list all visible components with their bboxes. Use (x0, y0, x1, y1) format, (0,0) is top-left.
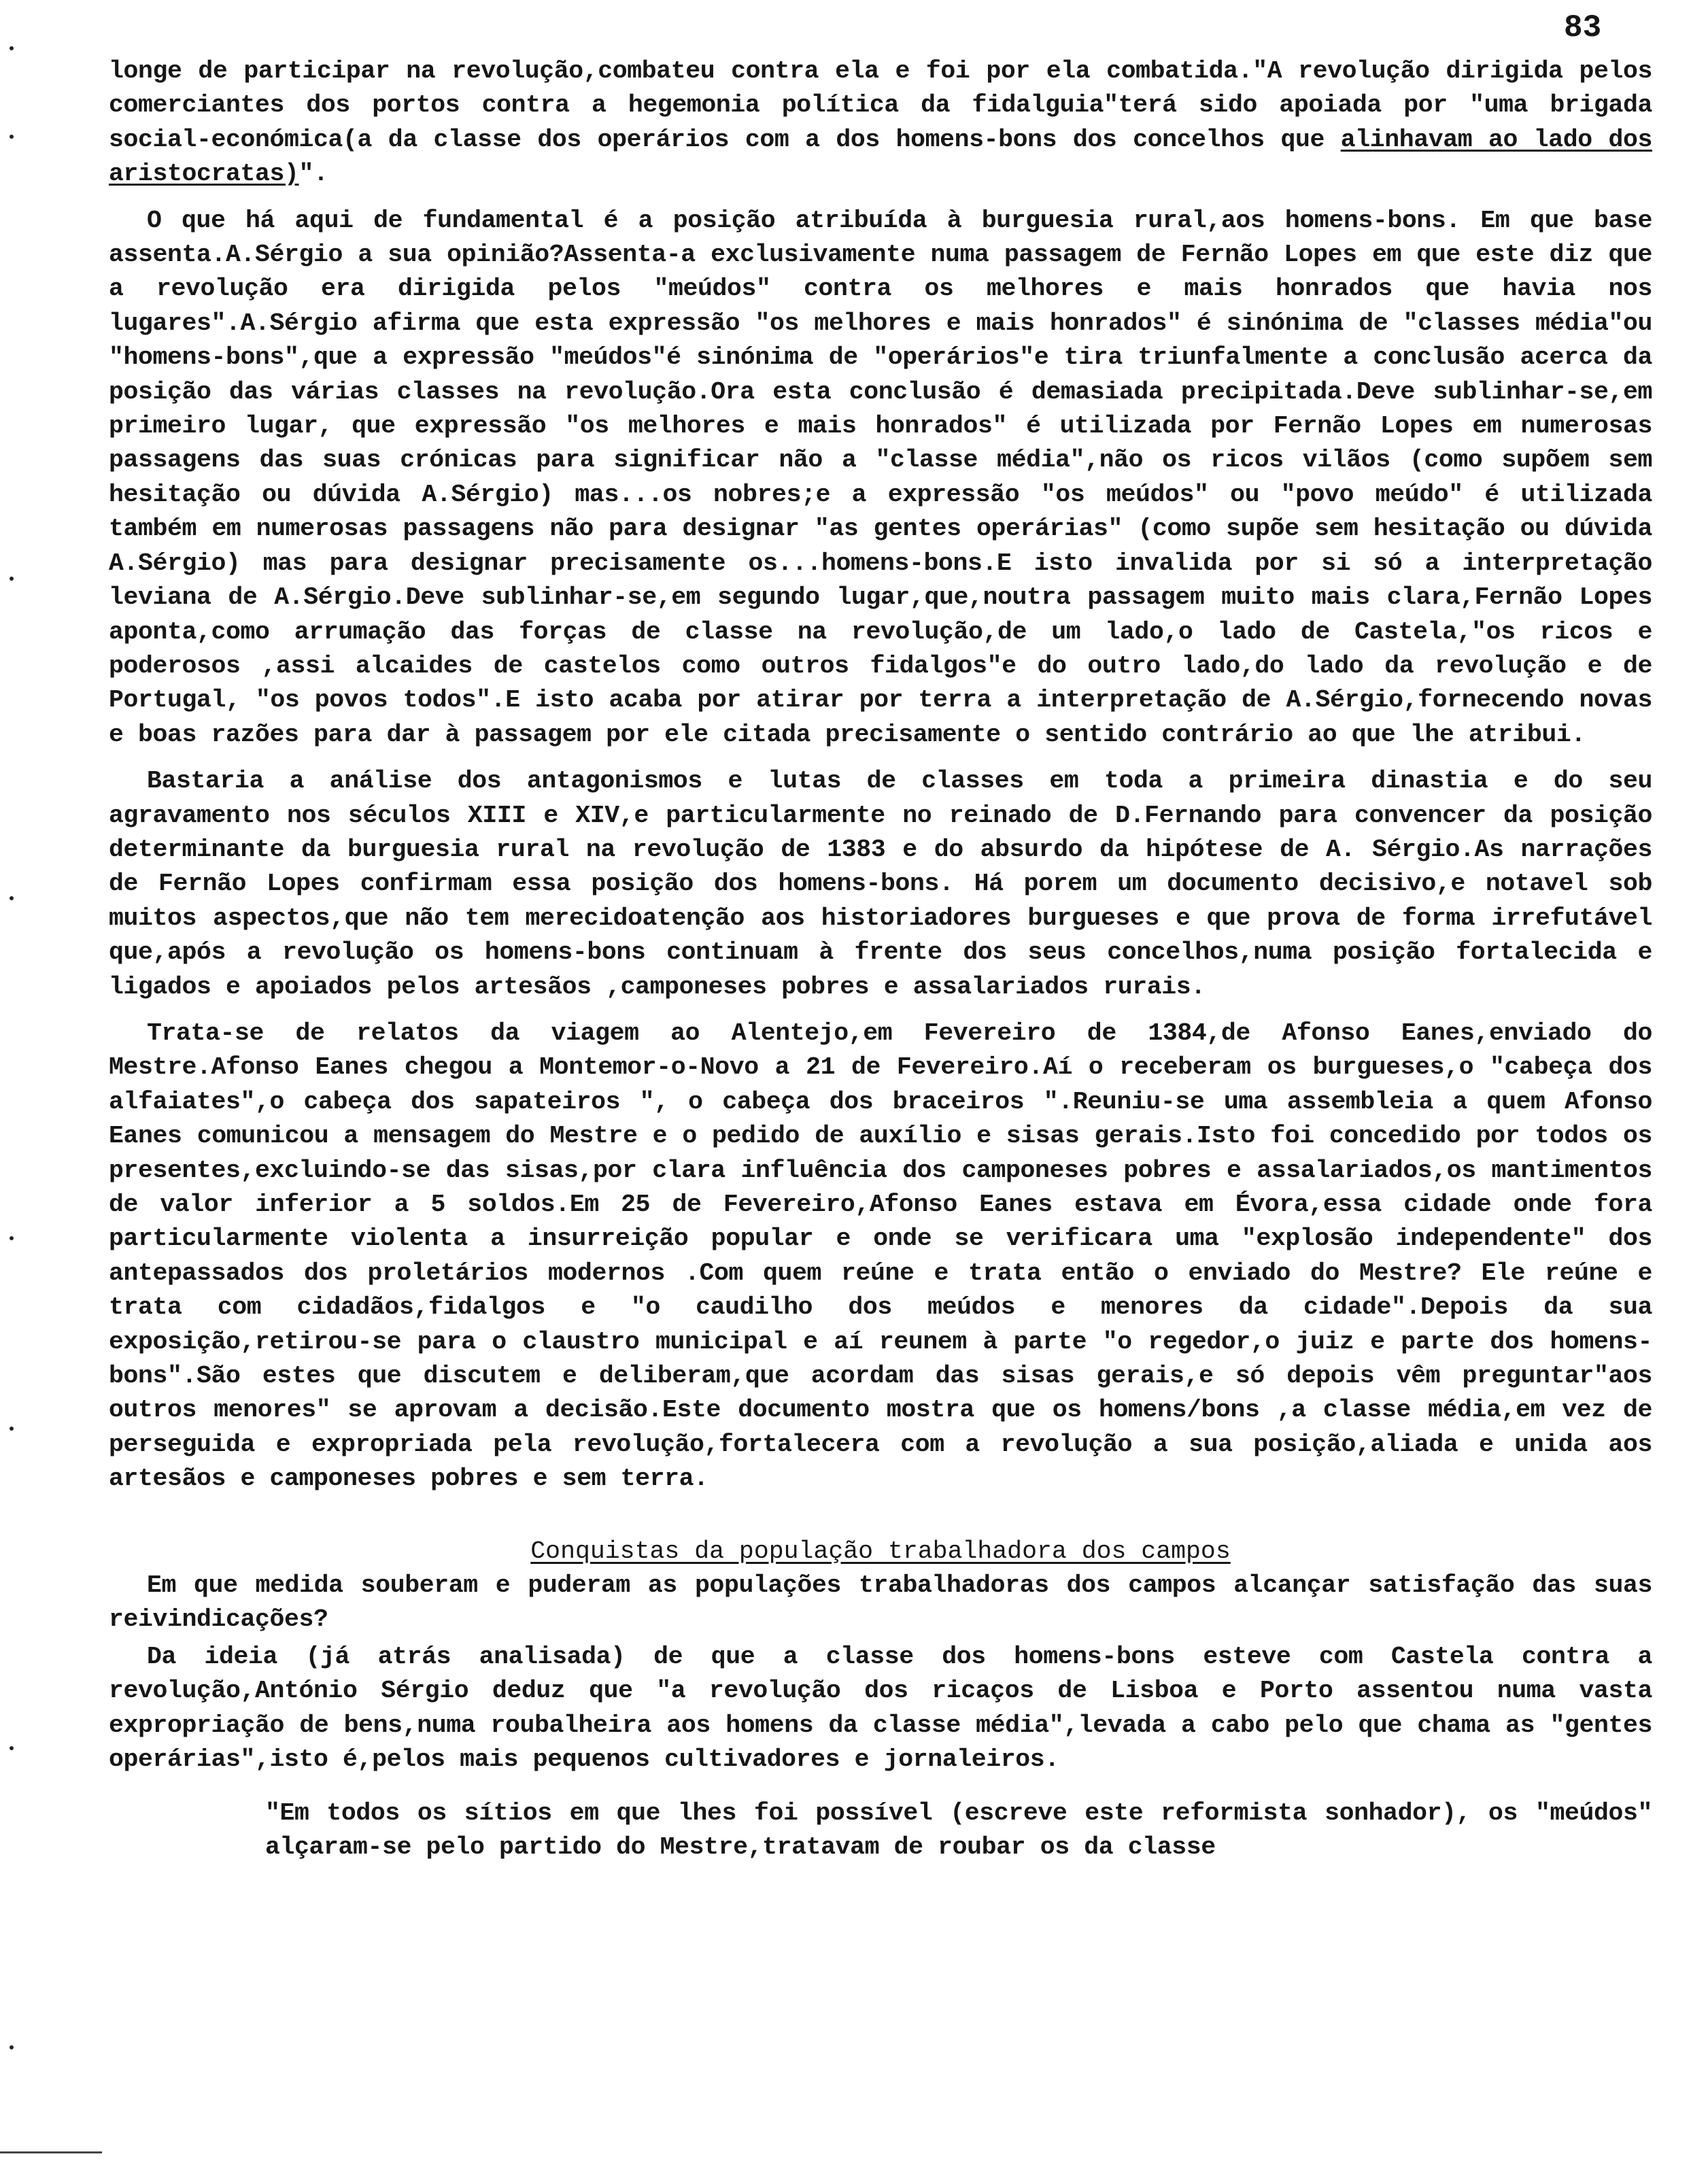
paragraph-text: ". (298, 160, 328, 188)
section-heading (109, 1535, 1652, 1569)
margin-mark (10, 577, 14, 581)
paragraph: Em que medida souberam e puderam as populações trabalhadoras dos campos alcançar satisfação das suas reivindicações? (109, 1571, 1652, 1634)
margin-mark (10, 896, 14, 900)
underlined-phrase: alinhavam ao lado dos aristocratas) (109, 125, 1653, 188)
paragraph: Bastaria a análise dos antagonismos e lutas de classes em toda a primeira dinastia e do seu agravamento nos séculos XIII e XIV,e particularmente no reinado de D.Fernando para convencer da posição determinante da burguesia rural na revolução de 1383 e do absurdo da hipótese de A. Sérgio.As narrações de Fernão Lopes confirmam essa posição dos homens-bons. Há porem um documento decisivo,e notavel sob muitos aspectos,que não tem merecidoatenção aos historiadores burgueses e que prova de forma irrefutável que,após a revolução os homens-bons continuam à frente dos seus concelhos,numa posição fortalecida e ligados e apoiados pelos artesãos ,camponeses pobres e assalariados rurais. (109, 767, 1652, 1001)
paragraph-continued (109, 54, 1652, 192)
margin-mark (10, 46, 14, 50)
margin-mark (10, 1746, 14, 1750)
paragraph: Da ideia (já atrás analisada) de que a classe dos homens-bons esteve com Castela contra a revolução,António Sérgio deduz que "a revolução dos ricaços de Lisboa e Porto assentou numa vasta expropriação de bens,numa roubalheira aos homens da classe média",levada a cabo pelo que chama as "gentes operárias",isto é,pelos mais pequenos cultivadores e jornaleiros. (109, 1642, 1652, 1774)
bottom-rule (0, 2151, 102, 2153)
margin-mark (10, 1236, 14, 1240)
body-text (109, 54, 1652, 1864)
paragraph: O que há aqui de fundamental é a posição atribuída à burguesia rural,aos homens-bons. Em que base assenta.A.Sérgio a sua opinião?Assenta-a exclusivamente numa passagem de Fernão Lopes em que este diz que a revolução era dirigida pelos "meúdos" contra os melhores e mais honrados que havia nos lugares".A.Sérgio afirma que esta expressão "os melhores e mais honrados" é sinónima de "classes média"ou "homens-bons",que a expressão "meúdos"é sinónima de "operários"e tira triunfalmente a conclusão acerca da posição das várias classes na revolução.Ora esta conclusão é demasiada precipitada.Deve sublinhar-se,em primeiro lugar, que expressão "os melhores e mais honrados" é utilizada por Fernão Lopes em numerosas passagens das suas crónicas para significar não a "classe média",não os ricos vilãos (como supõem sem hesitação ou dúvida A.Sérgio) mas...os nobres;e a expressão "os meúdos" ou "povo meúdo" é utilizada também em numerosas passagens não para designar "as gentes operárias" (como supõe sem hesitação ou dúvida A.Sérgio) mas para designar precisamente os...homens-bons.E isto invalida por si só a interpretação leviana de A.Sérgio.Deve sublinhar-se,em segundo lugar,que,noutra passagem muito mais clara,Fernão Lopes aponta,como arrumação das forças de classe na revolução,de um lado,o lado de Castela,"os ricos e poderosos ,assi alcaides de castelos como outros fidalgos"e do outro lado,do lado da revolução e de Portugal, "os povos todos".E isto acaba por atirar por terra a interpretação de A.Sérgio,fornecendo novas e boas razões para dar à passagem por ele citada precisamente o sentido contrário ao que lhe atribui. (109, 206, 1652, 749)
margin-mark (10, 1427, 14, 1431)
paragraph: Trata-se de relatos da viagem ao Alentejo,em Fevereiro de 1384,de Afonso Eanes,enviado do Mestre.Afonso Eanes chegou a Montemor-o-Novo a 21 de Fevereiro.Aí o receberam os burgueses,o "cabeça dos alfaiates",o cabeça dos sapateiros ", o cabeça dos braceiros ".Reuniu-se uma assembleia a quem Afonso Eanes comunicou a mensagem do Mestre e o pedido de auxílio e sisas gerais.Isto foi concedido por todos os presentes,excluindo-se das sisas,por clara influência dos camponeses pobres e assalariados,os mantimentos de valor inferior a 5 soldos.Em 25 de Fevereiro,Afonso Eanes estava em Évora,essa cidade onde fora particularmente violenta a insurreição popular e onde se verificara uma "explosão independente" dos antepassados dos proletários modernos .Com quem reúne e trata então o enviado do Mestre? Ele reúne e trata com cidadãos,fidalgos e "o caudilho dos meúdos e menores da cidade".Depois da sua exposição,retirou-se para o claustro municipal e aí reunem à parte "o regedor,o juiz e parte dos homens-bons".São estes que discutem e deliberam,que acordam das sisas gerais,e só depois vêm preguntar"aos outros menores" se aprovam a decisão.Este documento mostra que os homens/bons ,a classe média,em vez de perseguida e expropriada pela revolução,fortalecera com a revolução a sua posição,aliada e unida aos artesãos e camponeses pobres e sem terra. (109, 1019, 1652, 1493)
section-heading-text: Conquistas da população trabalhadora dos campos (530, 1537, 1231, 1565)
paragraph-text: longe de participar na revolução,combateu contra ela e foi por ela combatida."A revolução dirigida pelos comerciantes dos portos contra a hegemonia política da fidalguia"terá sido apoiada por "uma brigada social-económica(a da classe dos operários com a dos homens-bons dos concelhos que (109, 57, 1652, 154)
margin-mark (10, 2045, 14, 2049)
margin-mark (10, 135, 14, 139)
page-number: 83 (1564, 10, 1602, 46)
block-quote: "Em todos os sítios em que lhes foi possível (escreve este reformista sonhador), os "meúdos" alçaram-se pelo partido do Mestre,tratavam de roubar os da classe (265, 1799, 1652, 1861)
